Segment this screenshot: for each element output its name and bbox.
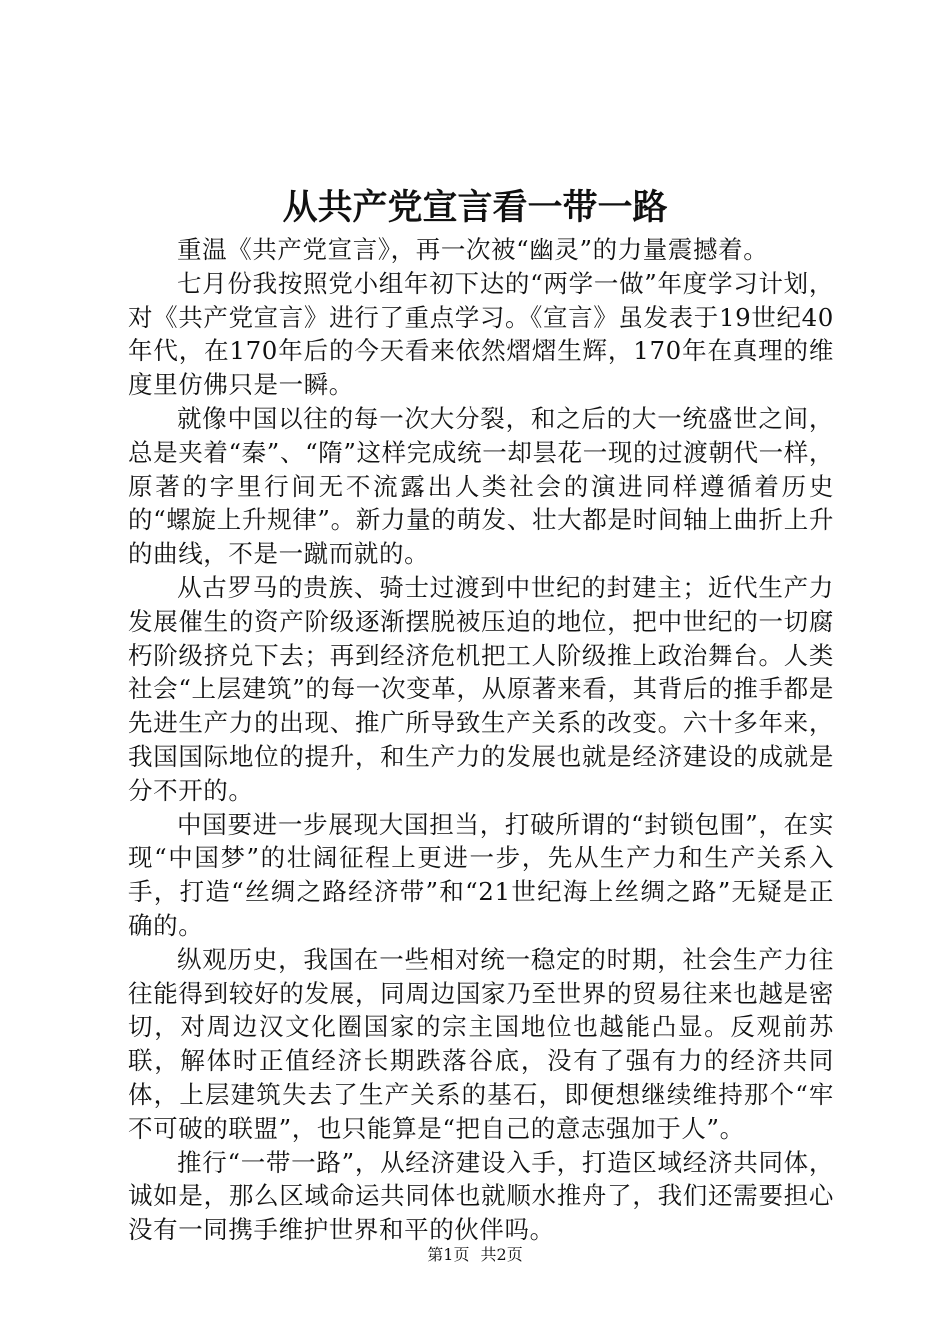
paragraph: 七月份我按照党小组年初下达的“两学一做”年度学习计划，对《共产党宣言》进行了重点学习。《宣言》虽发表于19世纪40年代，在170年后的今天看来依然熠熠生辉，170年在真理的维度里仿佛只是一瞬。 <box>128 268 834 400</box>
paragraph: 中国要进一步展现大国担当，打破所谓的“封锁包围”，在实现“中国梦”的壮阔征程上更进一步，先从生产力和生产关系入手，打造“丝绸之路经济带”和“21世纪海上丝绸之路”无疑是正确的。 <box>128 809 834 940</box>
document-body <box>128 233 834 1247</box>
paragraph: 从古罗马的贵族、骑士过渡到中世纪的封建主；近代生产力发展催生的资产阶级逐渐摆脱被压迫的地位，把中世纪的一切腐朽阶级挤兑下去；再到经济危机把工人阶级推上政治舞台。人类社会“上层建筑”的每一次变革，从原著来看，其背后的推手都是先进生产力的出现、推广所导致生产关系的改变。六十多年来，我国国际地位的提升，和生产力的发展也就是经济建设的成就是分不开的。 <box>128 572 834 805</box>
document-title: 从共产党宣言看一带一路 <box>282 187 668 228</box>
paragraph: 就像中国以往的每一次大分裂，和之后的大一统盛世之间，总是夹着“秦”、“隋”这样完成统一却昙花一现的过渡朝代一样，原著的字里行间无不流露出人类社会的演进同样遵循着历史的“螺旋上升规律”。新力量的萌发、壮大都是时间轴上曲折上升的曲线，不是一蹴而就的。 <box>128 403 834 569</box>
page-number: 第1页 <box>427 1245 470 1264</box>
paragraph: 纵观历史，我国在一些相对统一稳定的时期，社会生产力往往能得到较好的发展，同周边国家乃至世界的贸易往来也越是密切，对周边汉文化圈国家的宗主国地位也越能凸显。反观前苏联，解体时正值经济长期跌落谷底，没有了强有力的经济共同体，上层建筑失去了生产关系的基石，即便想继续维持那个“牢不可破的联盟”，也只能算是“把自己的意志强加于人”。 <box>128 944 834 1143</box>
paragraph: 重温《共产党宣言》，再一次被“幽灵”的力量震撼着。 <box>177 235 769 264</box>
page-total: 共2页 <box>480 1245 523 1264</box>
paragraph: 推行“一带一路”，从经济建设入手，打造区域经济共同体，诚如是，那么区域命运共同体也就顺水推舟了，我们还需要担心没有一同携手维护世界和平的伙伴吗。 <box>128 1147 834 1245</box>
page-footer <box>0 1244 950 1266</box>
